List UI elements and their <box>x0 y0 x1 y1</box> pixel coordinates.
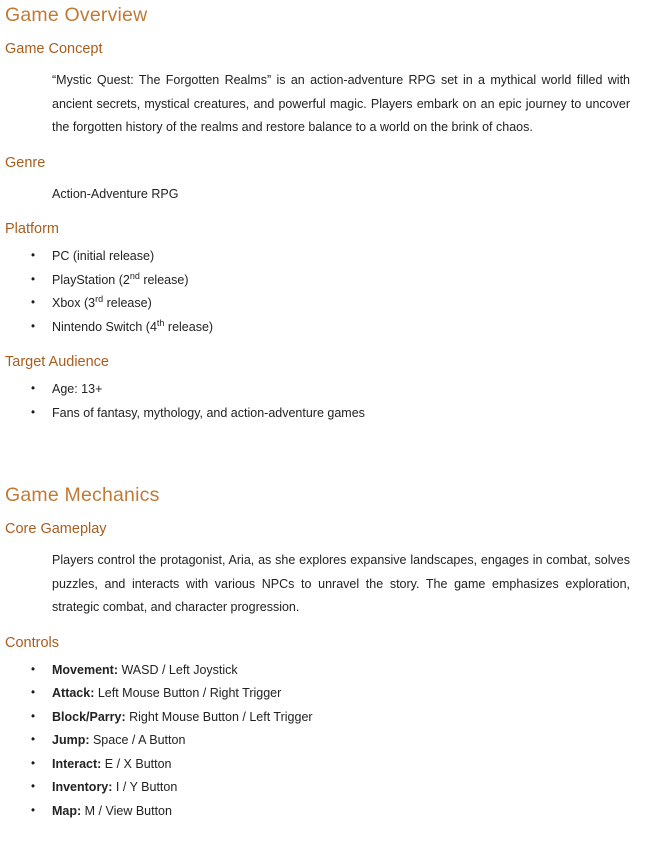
control-label: Attack: <box>52 686 95 700</box>
bullet-icon: • <box>31 663 36 676</box>
control-value: Left Mouse Button / Right Trigger <box>94 686 282 700</box>
item-text: Xbox (3 <box>52 296 96 310</box>
ordinal-superscript: th <box>156 317 165 328</box>
item-text-tail: release) <box>103 296 152 310</box>
list-item <box>5 753 630 777</box>
control-label: Block/Parry: <box>52 709 126 724</box>
bullet-icon: • <box>31 710 36 723</box>
controls-list <box>5 659 630 824</box>
list-item <box>5 800 630 824</box>
bullet-icon: • <box>31 297 36 309</box>
section-core-gameplay <box>5 521 630 620</box>
ordinal-superscript: nd <box>129 270 140 281</box>
heading-game-concept: Game Concept <box>5 41 103 57</box>
heading-game-overview: Game Overview <box>5 4 148 26</box>
list-item <box>5 659 630 683</box>
bullet-icon: • <box>31 781 36 793</box>
item-text: Nintendo Switch (4 <box>52 319 157 334</box>
section-platform <box>5 221 630 339</box>
control-value: M / View Button <box>81 803 172 818</box>
list-item <box>5 292 630 316</box>
heading-core-gameplay: Core Gameplay <box>5 521 107 537</box>
bullet-icon: • <box>31 383 36 395</box>
item-text: PC (initial release) <box>52 249 155 263</box>
ordinal-superscript: rd <box>95 293 104 304</box>
platform-list <box>5 245 630 339</box>
list-item <box>5 402 630 426</box>
bullet-icon: • <box>31 734 36 746</box>
target-audience-list <box>5 378 630 425</box>
section-game-concept <box>5 41 630 140</box>
bullet-icon: • <box>31 687 36 699</box>
control-label: Inventory: <box>52 780 113 794</box>
list-item <box>5 245 630 269</box>
control-label: Jump: <box>52 733 90 747</box>
bullet-icon: • <box>31 804 36 817</box>
section-target-audience <box>5 354 630 425</box>
bullet-icon: • <box>31 250 36 262</box>
list-item <box>5 682 630 706</box>
list-item <box>5 706 630 730</box>
item-text-tail: release) <box>164 319 214 334</box>
heading-platform: Platform <box>5 221 59 237</box>
heading-controls: Controls <box>5 634 59 651</box>
heading-target-audience: Target Audience <box>5 354 109 370</box>
list-item <box>5 729 630 753</box>
genre-paragraph: Action-Adventure RPG <box>52 186 179 201</box>
game-concept-paragraph: “Mystic Quest: The Forgotten Realms” is an action-adventure RPG set in a mythical world filled with ancient secrets, mystical creatures, and powerful magic. Players embark on an epic journey to uncover the forgotten history of the realms and restore balance to a world on the brink of chaos. <box>52 73 630 134</box>
bullet-icon: • <box>31 273 36 286</box>
list-item <box>5 378 630 402</box>
item-text: PlayStation (2 <box>52 272 130 287</box>
control-label: Movement: <box>52 662 118 677</box>
list-item <box>5 269 630 293</box>
item-text-tail: release) <box>139 272 189 287</box>
control-label: Interact: <box>52 756 102 771</box>
control-value: Right Mouse Button / Left Trigger <box>125 709 313 724</box>
control-label: Map: <box>52 803 82 818</box>
control-value: I / Y Button <box>112 780 178 794</box>
heading-game-mechanics: Game Mechanics <box>5 484 160 506</box>
core-gameplay-paragraph: Players control the protagonist, Aria, as she explores expansive landscapes, engages in combat, solves puzzles, and interacts with various NPCs to unravel the story. The game emphasizes exploration, strategic combat, and character progression. <box>52 553 630 614</box>
control-value: E / X Button <box>101 756 172 771</box>
bullet-icon: • <box>31 757 36 770</box>
heading-genre: Genre <box>5 154 46 171</box>
control-value: Space / A Button <box>89 733 186 747</box>
list-item <box>5 776 630 800</box>
section-controls <box>5 635 630 824</box>
item-text: Age: 13+ <box>52 382 103 396</box>
bullet-icon: • <box>31 406 36 419</box>
item-text: Fans of fantasy, mythology, and action-adventure games <box>52 405 365 420</box>
control-value: WASD / Left Joystick <box>117 662 238 677</box>
bullet-icon: • <box>31 320 36 333</box>
list-item <box>5 316 630 340</box>
section-genre <box>5 155 630 207</box>
